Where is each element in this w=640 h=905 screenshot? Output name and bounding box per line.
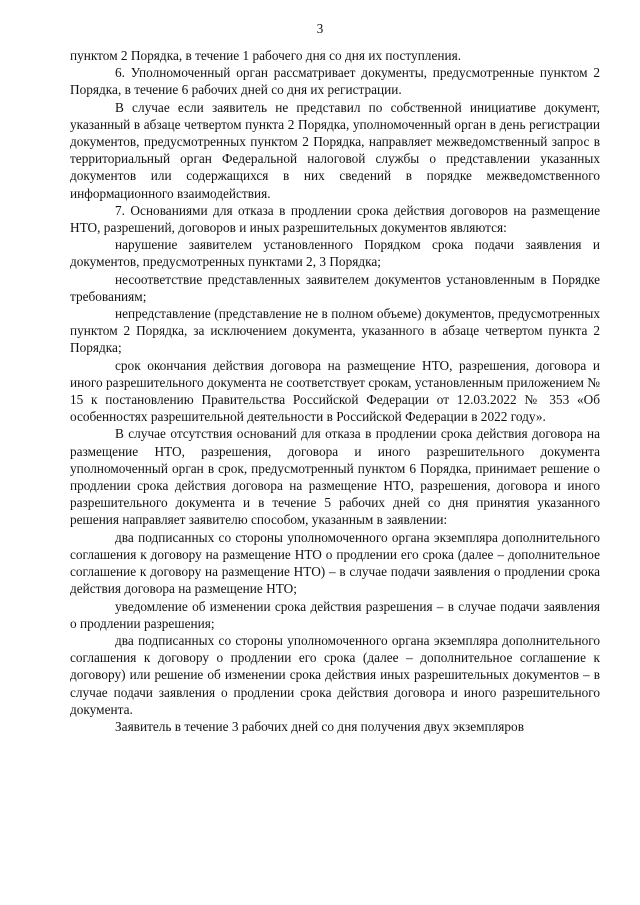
paragraph: уведомление об изменении срока действия разрешения – в случае подачи заявления о продлении разрешения; [70, 598, 600, 631]
paragraph: В случае отсутствия оснований для отказа в продлении срока действия договора на размещение НТО, разрешения, договора и иного разрешительного документа уполномоченный орган в срок, предусмотренный пунктом 6 Порядка, принимает решение о продлении срока действия договора на размещение НТО, разрешения, договора и иного разрешительного документа и в течение 5 рабочих дней со дня принятия указанного решения направляет заявителю способом, указанным в заявлении: [70, 426, 600, 528]
paragraph: два подписанных со стороны уполномоченного органа экземпляра дополнительного соглашения к договору о продлении его срока (далее – дополнительное соглашение к договору) или решение об изменении срока действия иных разрешительных документов – в случае подачи заявления о продлении срока действия договора и иного разрешительного документа. [70, 632, 600, 717]
paragraph: В случае если заявитель не представил по собственной инициативе документ, указанный в абзаце четвертом пункта 2 Порядка, уполномоченный орган в день регистрации документов, предусмотренных пунктом 2 Порядка, направляет межведомственный запрос в территориальный орган Федеральной налоговой службы о представлении указанных документов или содержащихся в них сведений в порядке межведомственного информационного взаимодействия. [70, 99, 600, 201]
paragraph: срок окончания действия договора на размещение НТО, разрешения, договора и иного разрешительного документа не соответствует срокам, установленным приложением № 15 к постановлению Правительства Российской Федерации от 12.03.2022 № 353 «Об особенностях разрешительной деятельности в Российской Федерации в 2022 году». [70, 357, 600, 425]
paragraph: пунктом 2 Порядка, в течение 1 рабочего дня со дня их поступления. [70, 48, 462, 63]
paragraph: непредставление (представление не в полном объеме) документов, предусмотренных пунктом 2 Порядка, за исключением документа, указанного в абзаце четвертом пункта 2 Порядка; [70, 306, 600, 356]
document-body [70, 47, 600, 735]
paragraph: два подписанных со стороны уполномоченного органа экземпляра дополнительного соглашения к договору на размещение НТО о продлении его срока (далее – дополнительное соглашение к договору на размещение НТО) – в случае подачи заявления о продлении срока действия договора на размещение НТО; [70, 529, 600, 597]
paragraph: 7. Основаниями для отказа в продлении срока действия договоров на размещение НТО, разрешений, договоров и иных разрешительных документов являются: [70, 202, 600, 236]
paragraph: Заявитель в течение 3 рабочих дней со дня получения двух экземпляров [115, 718, 524, 734]
paragraph: несоответствие представленных заявителем документов установленным в Порядке требованиям; [70, 271, 600, 304]
paragraph: 6. Уполномоченный орган рассматривает документы, предусмотренные пунктом 2 Порядка, в течение 6 рабочих дней со дня их регистрации. [70, 65, 600, 98]
paragraph: нарушение заявителем установленного Порядком срока подачи заявления и документов, предусмотренных пунктами 2, 3 Порядка; [70, 237, 600, 270]
page-number: 3 [316, 21, 324, 36]
